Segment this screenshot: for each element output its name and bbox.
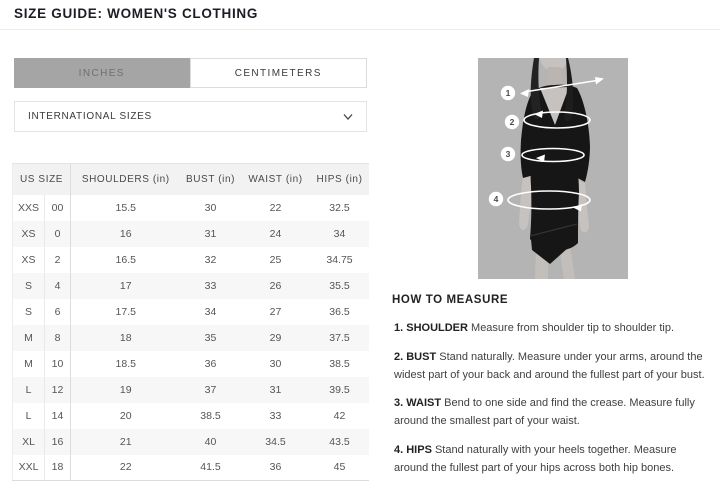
measure-instruction-hips (392, 442, 712, 478)
column-header-waist: WAIST (in) (241, 164, 311, 195)
table-cell: 29 (241, 325, 311, 351)
table-cell: 25 (269, 253, 282, 266)
table-cell: 21 (71, 429, 181, 455)
table-cell: 8 (45, 325, 71, 351)
table-cell: XS (13, 221, 45, 247)
marker-4-label: 4 (493, 194, 499, 204)
table-cell: 35 (181, 325, 241, 351)
tab-centimeters[interactable]: CENTIMETERS (190, 58, 368, 88)
instruction-text: Stand naturally. Measure under your arms, around the widest part of your back and around the fullest part of your bust. (394, 350, 705, 381)
table-cell: 6 (45, 299, 71, 325)
table-cell: 16 (71, 221, 181, 247)
table-cell: 17.5 (115, 305, 136, 318)
table-cell: XS (13, 247, 45, 273)
column-header-us-size: US SIZE (13, 164, 71, 195)
table-cell: 43.5 (311, 429, 369, 455)
table-cell: 24 (241, 221, 311, 247)
table-row (13, 351, 369, 377)
international-sizes-dropdown[interactable] (14, 101, 367, 132)
size-table-body (13, 195, 369, 481)
table-row (13, 221, 369, 247)
table-cell: 37.5 (311, 325, 369, 351)
measure-instruction-waist (392, 395, 712, 431)
instruction-text: Measure from shoulder tip to shoulder tip. (471, 322, 675, 334)
instruction-term: 3. WAIST (394, 397, 442, 410)
table-cell: 4 (45, 273, 71, 299)
table-cell: 33 (181, 273, 241, 299)
table-cell: 38.5 (329, 357, 350, 370)
table-cell: 31 (181, 221, 241, 247)
table-cell: 34 (204, 305, 217, 318)
table-cell: 2 (45, 247, 71, 273)
table-row (13, 299, 369, 325)
table-cell: 31 (241, 377, 311, 403)
measure-instruction-bust (392, 349, 712, 385)
instruction-term: 2. BUST (394, 350, 437, 363)
table-cell: L (13, 377, 45, 403)
table-row (13, 403, 369, 429)
instruction-term: 1. SHOULDER (394, 322, 468, 334)
instruction-term: 4. HIPS (394, 444, 432, 457)
table-cell: S (13, 273, 45, 299)
table-cell: L (13, 403, 45, 429)
table-cell: 10 (45, 351, 71, 377)
table-cell: 18 (71, 325, 181, 351)
table-cell: 36 (204, 357, 217, 370)
unit-tabs (14, 58, 367, 88)
table-cell: 38.5 (200, 409, 221, 422)
chevron-down-icon (343, 113, 353, 121)
how-to-measure-section (392, 294, 712, 489)
column-header-hips: HIPS (in) (311, 164, 369, 195)
table-cell: 30 (204, 201, 217, 214)
table-cell: 22 (269, 201, 282, 214)
table-cell: 35.5 (311, 273, 369, 299)
table-cell: 0 (45, 221, 71, 247)
table-row (13, 195, 369, 221)
how-to-measure-heading: HOW TO MEASURE (392, 294, 509, 306)
table-cell: 36.5 (329, 305, 350, 318)
table-cell: 32.5 (329, 201, 350, 214)
table-cell: 26 (241, 273, 311, 299)
table-row (13, 325, 369, 351)
table-row (13, 429, 369, 455)
table-cell: 14 (45, 403, 71, 429)
table-cell: 17 (71, 273, 181, 299)
size-chart-table (12, 163, 369, 481)
table-cell: 42 (333, 409, 346, 422)
table-cell: 18.5 (115, 357, 136, 370)
table-row (13, 273, 369, 299)
marker-3-label: 3 (505, 149, 511, 159)
table-cell: 19 (71, 377, 181, 403)
table-cell: 32 (204, 253, 217, 266)
table-cell: 45 (311, 455, 369, 481)
table-cell: 22 (71, 455, 181, 481)
table-cell: XL (13, 429, 45, 455)
table-cell: 34.75 (326, 253, 353, 266)
page-title: SIZE GUIDE: WOMEN'S CLOTHING (14, 6, 259, 21)
measurement-figure-image (478, 58, 628, 279)
table-cell: 16.5 (115, 253, 136, 266)
marker-2-label: 2 (509, 117, 515, 127)
column-header-shoulders: SHOULDERS (in) (71, 164, 181, 195)
table-cell: S (13, 299, 45, 325)
table-cell: XXS (13, 195, 45, 221)
instruction-text: Stand naturally with your heels together. Measure around the fullest part of your hips across both hip bones. (394, 444, 677, 474)
table-cell: 15.5 (115, 201, 136, 214)
table-cell: 20 (119, 409, 132, 422)
table-row (13, 455, 369, 481)
tab-inches[interactable]: INCHES (14, 58, 190, 88)
table-header-row (13, 164, 369, 195)
table-cell: 40 (181, 429, 241, 455)
table-cell: 33 (269, 409, 282, 422)
table-cell: M (13, 325, 45, 351)
header-divider (0, 29, 720, 30)
column-header-bust: BUST (in) (181, 164, 241, 195)
table-cell: 30 (269, 357, 282, 370)
table-cell: 37 (181, 377, 241, 403)
dropdown-selected-label: INTERNATIONAL SIZES (28, 111, 152, 122)
table-cell: 36 (241, 455, 311, 481)
table-cell: 00 (45, 195, 71, 221)
table-cell: 34.5 (241, 429, 311, 455)
table-cell: 41.5 (181, 455, 241, 481)
table-cell: 16 (45, 429, 71, 455)
instruction-text: Bend to one side and find the crease. Measure fully around the smallest part of your waist. (394, 397, 695, 428)
table-cell: 12 (45, 377, 71, 403)
table-cell: 18 (45, 455, 71, 481)
table-cell: M (13, 351, 45, 377)
marker-1-label: 1 (505, 88, 511, 98)
table-row (13, 247, 369, 273)
table-cell: 27 (269, 305, 282, 318)
table-row (13, 377, 369, 403)
table-cell: XXL (13, 455, 45, 481)
measure-instruction-shoulder (392, 320, 712, 338)
table-cell: 34 (311, 221, 369, 247)
table-cell: 39.5 (311, 377, 369, 403)
